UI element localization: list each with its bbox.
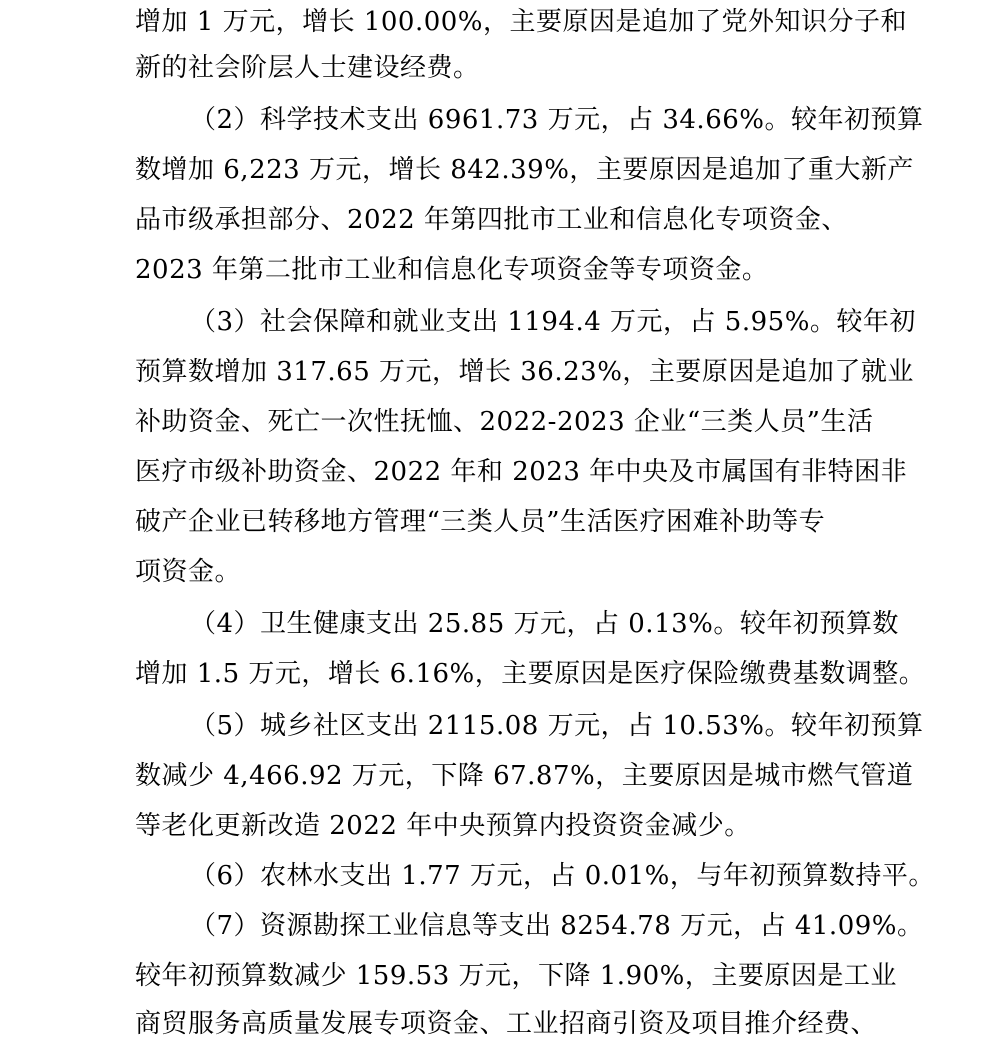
text-line: 商贸服务高质量发展专项资金、工业招商引资及项目推介经费、: [135, 1009, 878, 1039]
paragraph-start-line: （5）城乡社区支出 2115.08 万元，占 10.53%。较年初预算: [190, 711, 924, 741]
text-line: 项资金。: [135, 557, 242, 587]
text-line: 新的社会阶层人士建设经费。: [135, 53, 480, 83]
paragraph-start-line: （4）卫生健康支出 25.85 万元，占 0.13%。较年初预算数: [190, 609, 899, 639]
paragraph-start-line: （3）社会保障和就业支出 1194.4 万元，占 5.95%。较年初: [190, 307, 916, 337]
text-line: 数减少 4,466.92 万元，下降 67.87%，主要原因是城市燃气管道: [135, 761, 914, 791]
text-line: 增加 1.5 万元，增长 6.16%，主要原因是医疗保险缴费基数调整。: [135, 659, 926, 689]
paragraph-start-line: （2）科学技术支出 6961.73 万元，占 34.66%。较年初预算: [190, 105, 924, 135]
text-line: 医疗市级补助资金、2022 年和 2023 年中央及市属国有非特困非: [135, 457, 908, 487]
text-line: 2023 年第二批市工业和信息化专项资金等专项资金。: [135, 255, 769, 285]
paragraph-start-line: （7）资源勘探工业信息等支出 8254.78 万元，占 41.09%。: [190, 911, 924, 941]
text-line: 等老化更新改造 2022 年中央预算内投资资金减少。: [135, 811, 751, 841]
text-line: 数增加 6,223 万元，增长 842.39%，主要原因是追加了重大新产: [135, 155, 914, 185]
text-line: 增加 1 万元，增长 100.00%，主要原因是追加了党外知识分子和: [135, 7, 908, 37]
paragraph-start-line: （6）农林水支出 1.77 万元，占 0.01%，与年初预算数持平。: [190, 861, 935, 891]
text-line: 品市级承担部分、2022 年第四批市工业和信息化专项资金、: [135, 205, 848, 235]
text-line: 补助资金、死亡一次性抚恤、2022-2023 企业“三类人员”生活: [135, 407, 874, 437]
text-line: 破产企业已转移地方管理“三类人员”生活医疗困难补助等专: [135, 507, 826, 537]
text-line: 较年初预算数减少 159.53 万元，下降 1.90%，主要原因是工业: [135, 961, 897, 991]
text-line: 预算数增加 317.65 万元，增长 36.23%，主要原因是追加了就业: [135, 357, 914, 387]
